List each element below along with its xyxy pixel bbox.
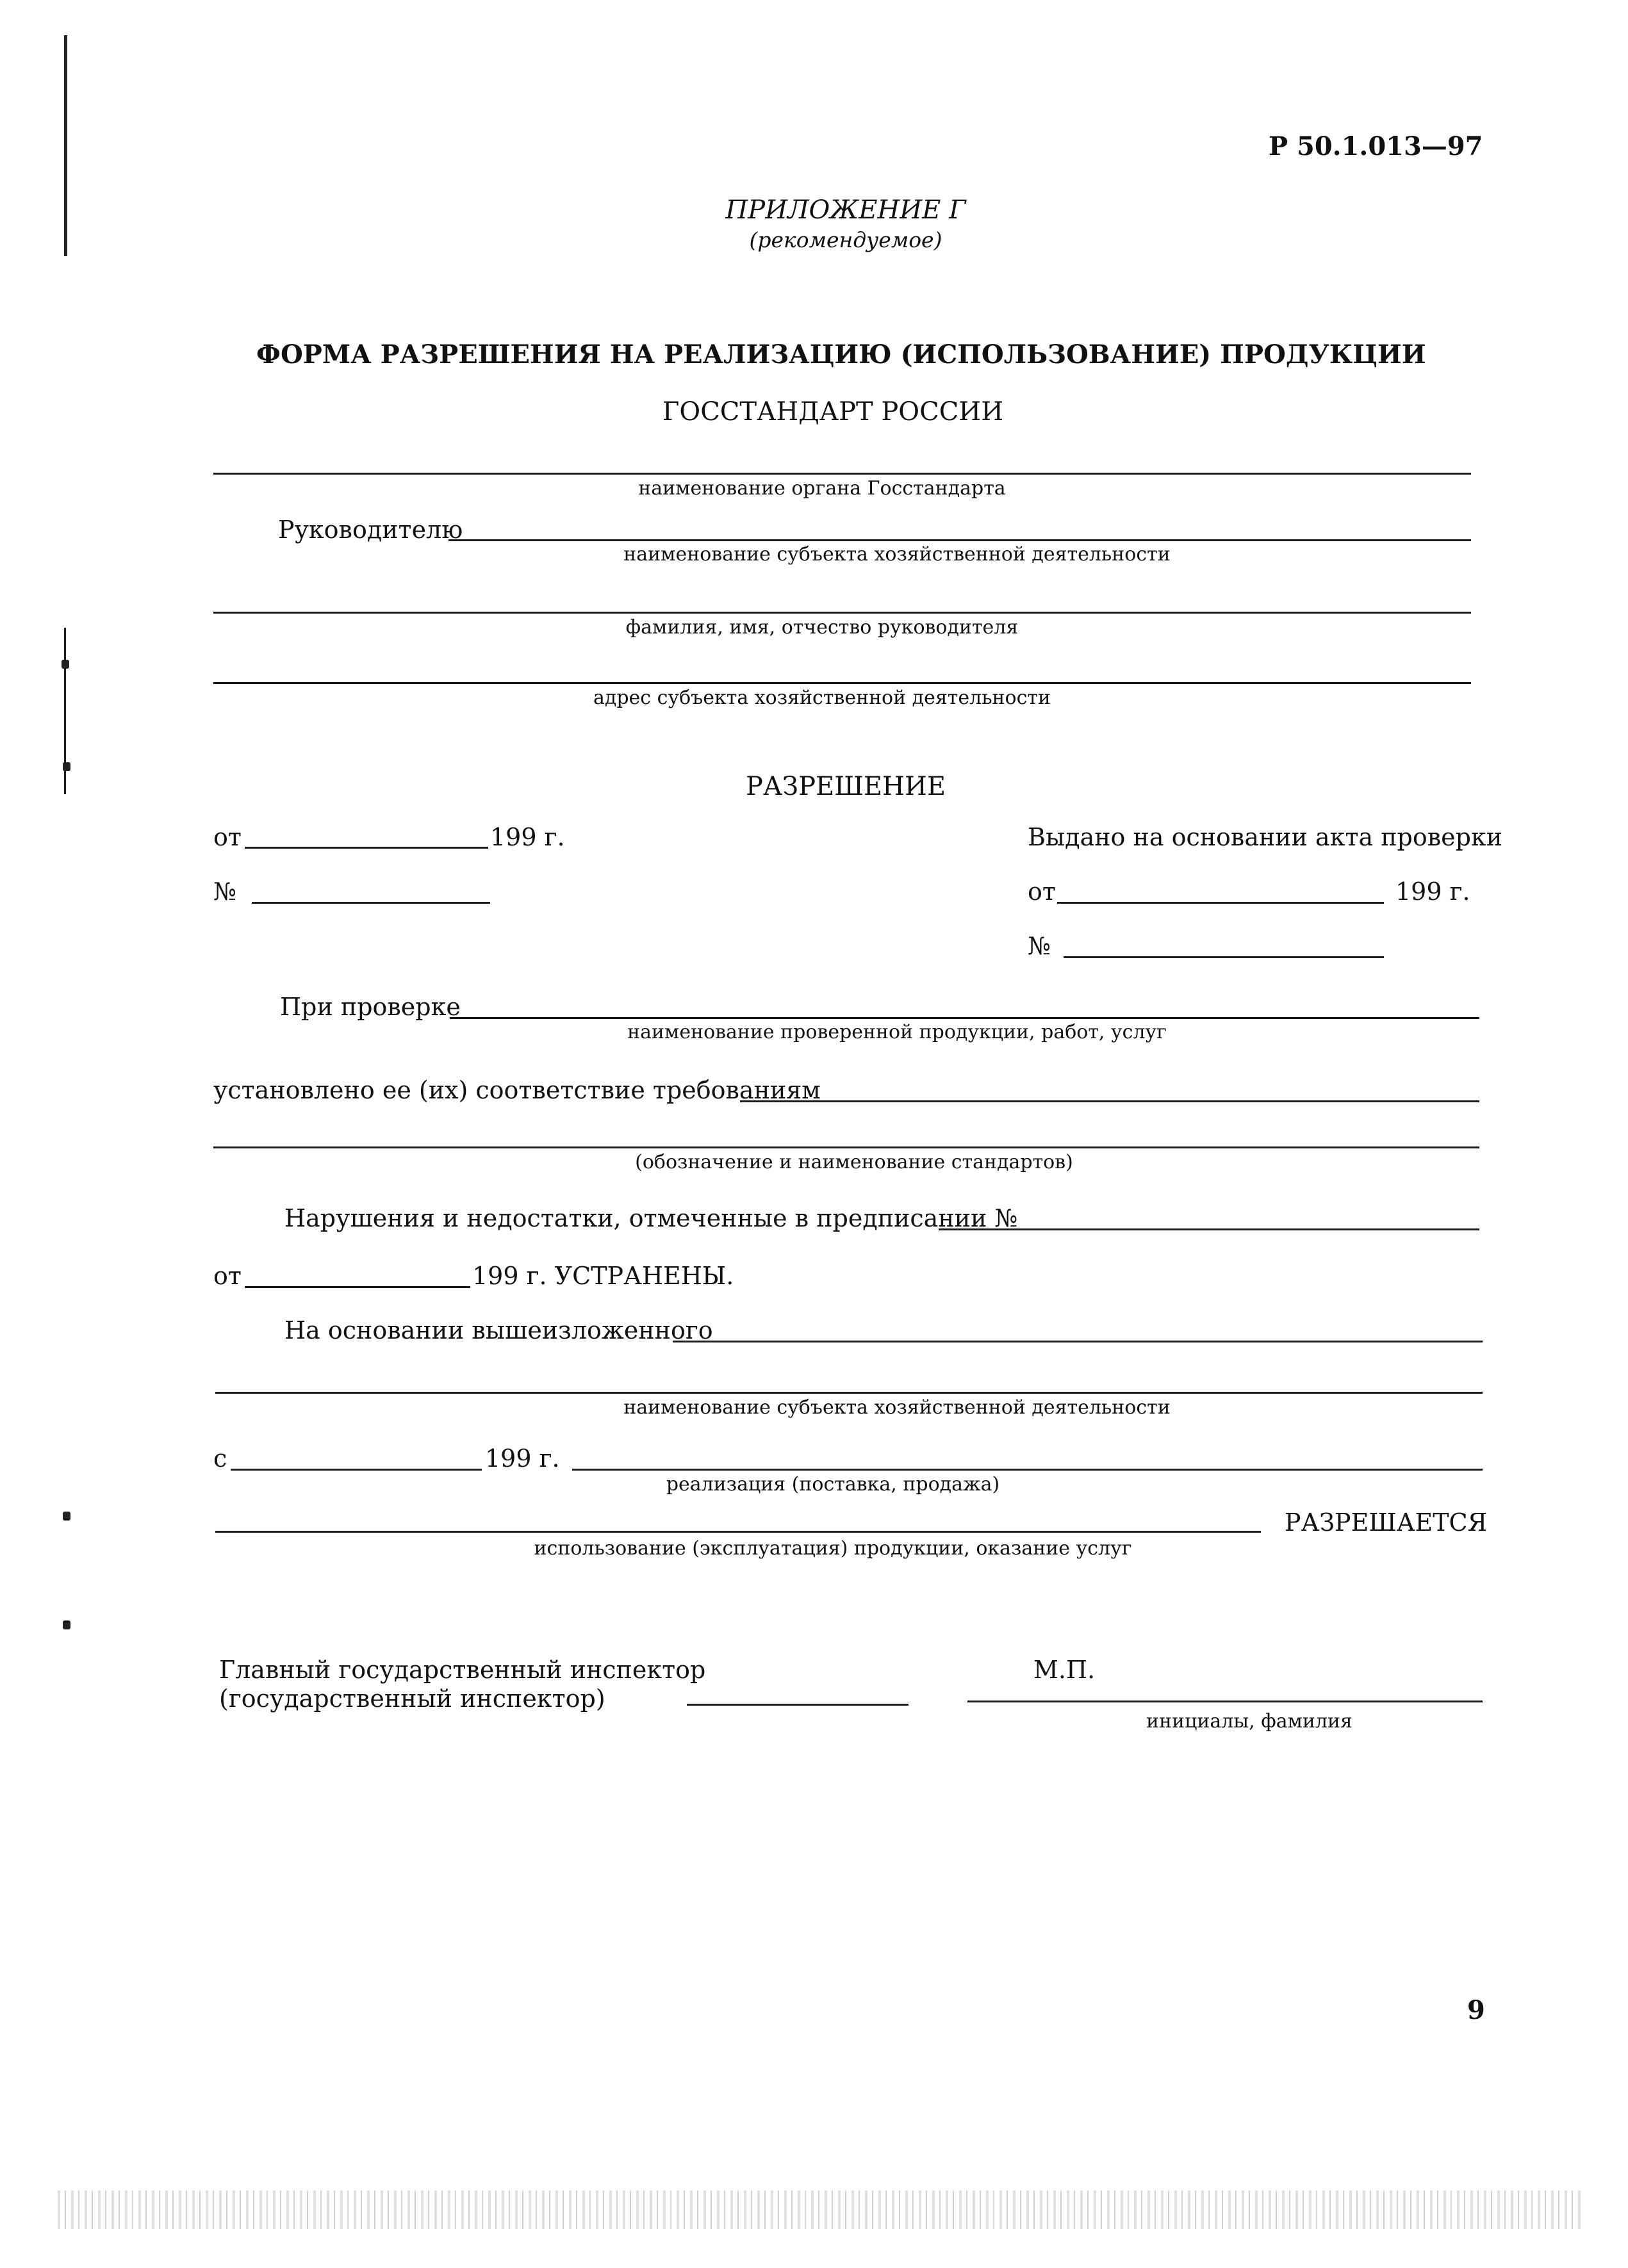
check-label: При проверке — [280, 993, 461, 1021]
form-title: ФОРМА РАЗРЕШЕНИЯ НА РЕАЛИЗАЦИЮ (ИСПОЛЬЗОВАНИЕ) ПРОДУКЦИИ — [256, 339, 1426, 370]
act-date-label: от — [1028, 877, 1056, 906]
manager-name-caption: фамилия, имя, отчество руководителя — [625, 616, 1019, 639]
act-number-label: № — [1028, 932, 1051, 960]
organization-name: ГОССТАНДАРТ РОССИИ — [662, 397, 1004, 427]
sale-field[interactable] — [572, 1469, 1483, 1471]
act-number-field[interactable] — [1064, 956, 1384, 958]
since-label: с — [213, 1444, 227, 1473]
permit-heading: РАЗРЕШЕНИЕ — [745, 772, 946, 801]
permit-date-label: от — [213, 823, 242, 851]
inspector-title: Главный государственный инспектор — [219, 1656, 706, 1684]
document-number: Р 50.1.013—97 — [1269, 131, 1483, 161]
initials-field[interactable] — [967, 1701, 1483, 1702]
page-number: 9 — [1467, 1995, 1485, 2025]
checked-product-caption: наименование проверенной продукции, работ, услуг — [627, 1021, 1167, 1043]
gosstandart-body-caption: наименование органа Госстандарта — [638, 477, 1006, 500]
basis-field[interactable] — [673, 1341, 1483, 1342]
standards-caption: (обозначение и наименование стандартов) — [635, 1151, 1073, 1173]
issued-basis-label: Выдано на основании акта проверки — [1028, 823, 1503, 851]
signature-field[interactable] — [687, 1704, 909, 1706]
entity-name-field-2[interactable] — [215, 1392, 1483, 1394]
sale-caption: реализация (поставка, продажа) — [666, 1473, 1000, 1496]
permit-number-field[interactable] — [252, 902, 490, 904]
scan-mark — [63, 1620, 70, 1629]
permit-year: 199 г. — [490, 823, 565, 851]
requirements-field[interactable] — [740, 1100, 1479, 1102]
entity-name-caption: наименование субъекта хозяйственной деятельности — [623, 543, 1171, 566]
scan-edge-top — [64, 35, 67, 256]
gosstandart-body-field[interactable] — [213, 473, 1471, 475]
violations-label: Нарушения и недостатки, отмеченные в предписании № — [284, 1204, 1018, 1232]
permit-date-field[interactable] — [245, 847, 488, 849]
entity-address-field[interactable] — [213, 682, 1471, 684]
permit-number-label: № — [213, 877, 236, 906]
violations-fixed: 199 г. УСТРАНЕНЫ. — [472, 1262, 734, 1290]
violations-date-label: от — [213, 1262, 242, 1290]
inspector-title-alt: (государственный инспектор) — [219, 1685, 605, 1713]
prescription-number-field[interactable] — [939, 1228, 1479, 1230]
scan-mark — [63, 1512, 70, 1521]
act-year: 199 г. — [1395, 877, 1470, 906]
since-date-field[interactable] — [231, 1469, 482, 1471]
standards-field[interactable] — [213, 1146, 1479, 1148]
scan-noise — [58, 2190, 1583, 2229]
use-field[interactable] — [215, 1531, 1261, 1533]
appendix-note: (рекомендуемое) — [749, 227, 942, 252]
allowed-label: РАЗРЕШАЕТСЯ — [1285, 1508, 1488, 1537]
initials-caption: инициалы, фамилия — [1146, 1710, 1353, 1733]
conformity-label: установлено ее (их) соответствие требованиям — [213, 1076, 821, 1104]
appendix-title: ПРИЛОЖЕНИЕ Г — [725, 195, 966, 225]
basis-label: На основании вышеизложенного — [284, 1316, 713, 1344]
entity-name-field[interactable] — [448, 539, 1471, 541]
scan-mark — [62, 660, 69, 669]
scan-mark — [63, 762, 70, 771]
entity-address-caption: адрес субъекта хозяйственной деятельности — [593, 687, 1051, 709]
act-date-field[interactable] — [1057, 902, 1384, 904]
addressee-label: Руководителю — [278, 516, 463, 544]
violations-date-field[interactable] — [245, 1286, 470, 1288]
since-year: 199 г. — [485, 1444, 560, 1473]
use-caption: использование (эксплуатация) продукции, оказание услуг — [534, 1537, 1132, 1560]
manager-name-field[interactable] — [213, 612, 1471, 614]
checked-product-field[interactable] — [450, 1017, 1479, 1019]
stamp-label: М.П. — [1033, 1656, 1096, 1684]
entity-name-caption-2: наименование субъекта хозяйственной деятельности — [623, 1396, 1171, 1419]
